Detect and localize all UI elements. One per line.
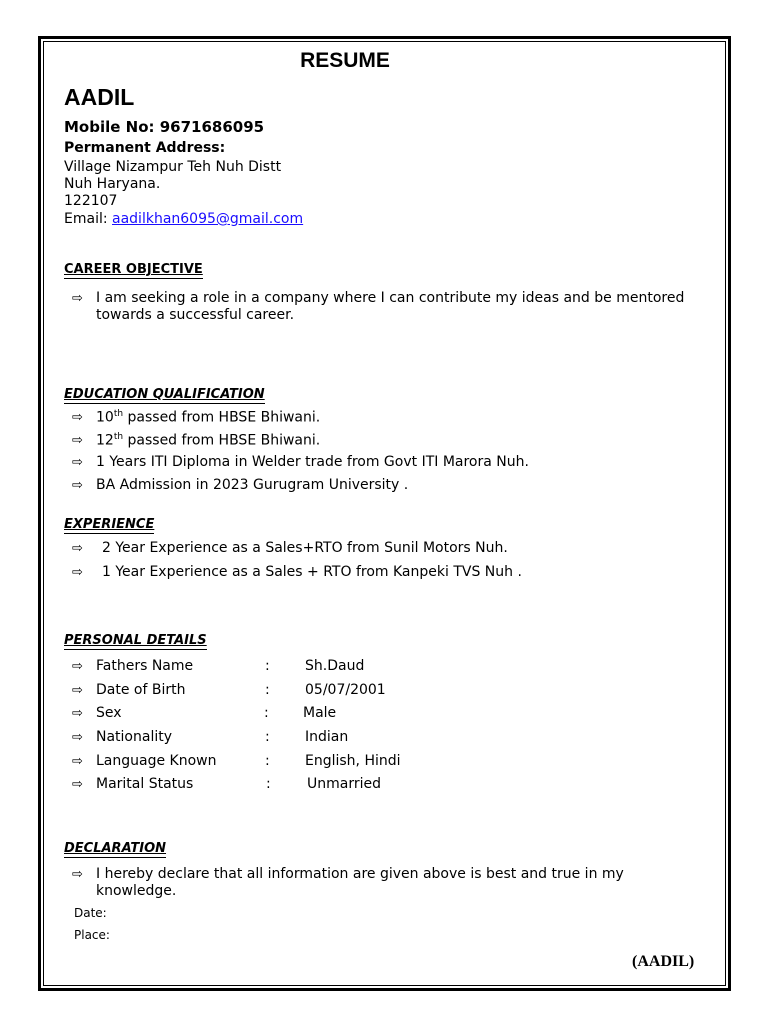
- education-item: 1 Years ITI Diploma in Welder trade from Govt ITI Marora Nuh.: [96, 454, 529, 470]
- personal-label: Sex: [96, 705, 122, 721]
- education-heading: EDUCATION QUALIFICATION: [64, 387, 265, 402]
- declaration-text-1: I hereby declare that all information are given above is best and true in my: [96, 866, 624, 882]
- experience-item: 2 Year Experience as a Sales+RTO from Sunil Motors Nuh.: [102, 540, 508, 556]
- career-objective-heading: CAREER OBJECTIVE: [64, 262, 203, 277]
- arrow-right-outline-icon: ⇨: [72, 565, 83, 580]
- personal-value: Indian: [305, 729, 349, 745]
- arrow-right-outline-icon: ⇨: [72, 541, 83, 556]
- arrow-right-outline-icon: ⇨: [72, 683, 83, 698]
- personal-details-heading: PERSONAL DETAILS: [64, 633, 207, 648]
- education-item: 12th passed from HBSE Bhiwani.: [96, 432, 321, 449]
- arrow-right-outline-icon: ⇨: [72, 867, 83, 882]
- place-label: Place:: [74, 928, 110, 942]
- date-label: Date:: [74, 906, 107, 920]
- arrow-right-outline-icon: ⇨: [72, 659, 83, 674]
- address-label: Permanent Address:: [64, 140, 226, 156]
- arrow-right-outline-icon: ⇨: [72, 455, 83, 470]
- personal-value: 05/07/2001: [305, 682, 386, 698]
- declaration-text-2: knowledge.: [96, 883, 177, 899]
- declaration-heading: DECLARATION: [64, 841, 167, 856]
- mobile-number: Mobile No: 9671686095: [64, 118, 265, 136]
- email-row: [64, 211, 303, 227]
- resume-title: RESUME: [300, 49, 390, 72]
- email-link[interactable]: aadilkhan6095@gmail.com: [112, 211, 304, 227]
- arrow-right-outline-icon: ⇨: [72, 478, 83, 493]
- personal-label: Language Known: [96, 753, 217, 769]
- arrow-right-outline-icon: ⇨: [72, 706, 83, 721]
- personal-label: Fathers Name: [96, 658, 194, 674]
- personal-label: Marital Status: [96, 776, 194, 792]
- signature: (AADIL): [632, 953, 695, 970]
- education-item: BA Admission in 2023 Gurugram University .: [96, 477, 409, 493]
- personal-separator: :: [266, 776, 271, 792]
- personal-separator: :: [265, 658, 270, 674]
- personal-value: Unmarried: [307, 776, 381, 792]
- career-objective-text-1: I am seeking a role in a company where I can contribute my ideas and be mentored: [96, 290, 685, 306]
- arrow-right-outline-icon: ⇨: [72, 410, 83, 425]
- personal-value: English, Hindi: [305, 753, 401, 769]
- address-line-2: Nuh Haryana.: [64, 176, 161, 192]
- experience-heading: EXPERIENCE: [64, 517, 155, 532]
- personal-value: Male: [303, 705, 337, 721]
- arrow-right-outline-icon: ⇨: [72, 291, 83, 306]
- arrow-right-outline-icon: ⇨: [72, 777, 83, 792]
- personal-separator: :: [265, 682, 270, 698]
- education-item: 10th passed from HBSE Bhiwani.: [96, 409, 321, 426]
- personal-label: Date of Birth: [96, 682, 186, 698]
- experience-item: 1 Year Experience as a Sales + RTO from Kanpeki TVS Nuh .: [102, 564, 522, 580]
- arrow-right-outline-icon: ⇨: [72, 433, 83, 448]
- career-objective-text-2: towards a successful career.: [96, 307, 295, 323]
- candidate-name: AADIL: [64, 84, 135, 110]
- personal-separator: :: [265, 753, 270, 769]
- address-line-3: 122107: [64, 193, 118, 209]
- address-line-1: Village Nizampur Teh Nuh Distt: [64, 159, 282, 175]
- personal-separator: :: [264, 705, 269, 721]
- personal-value: Sh.Daud: [305, 658, 365, 674]
- arrow-right-outline-icon: ⇨: [72, 754, 83, 769]
- personal-label: Nationality: [96, 729, 173, 745]
- email-label: Email:: [64, 211, 113, 227]
- arrow-right-outline-icon: ⇨: [72, 730, 83, 745]
- personal-separator: :: [265, 729, 270, 745]
